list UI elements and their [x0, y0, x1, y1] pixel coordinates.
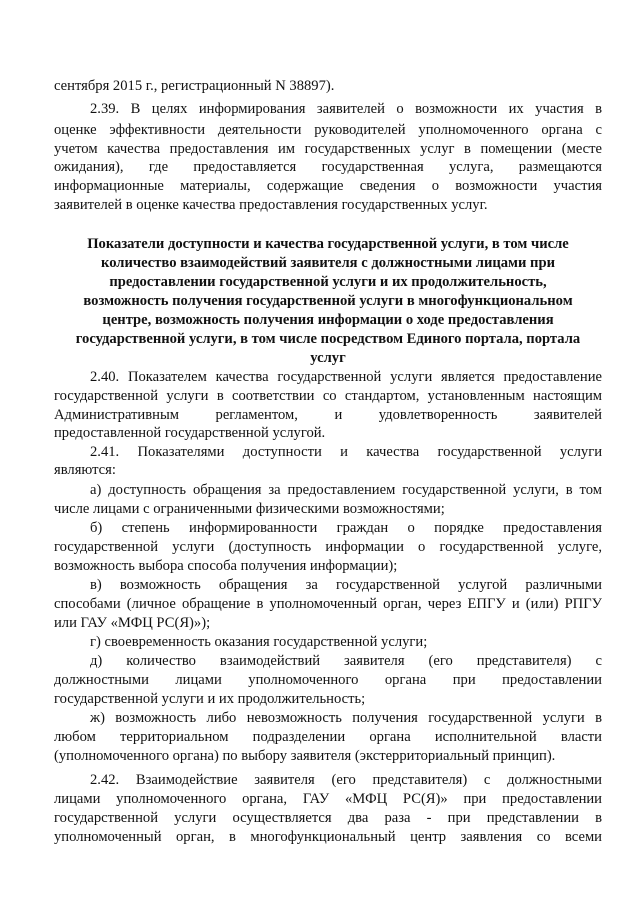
text-line: д) количество взаимодействий заявителя (его представителя) с — [90, 653, 602, 669]
text-line: являются: — [54, 462, 116, 478]
text-line: возможность выбора способа получения информации); — [54, 558, 398, 574]
text-line: любом территориальном подразделении органа исполнительной власти — [54, 729, 602, 745]
text-line: государственной услуги в соответствии со стандартом, установленным настоящим — [54, 388, 602, 404]
text-line: 2.40. Показателем качества государственной услуги является предоставление — [90, 369, 602, 385]
text-line: г) своевременность оказания государственной услуги; — [90, 634, 428, 650]
text-line: ожидания), где предоставляется государственная услуга, размещаются — [54, 159, 602, 175]
text-line: заявителей в оценке качества предоставления государственных услуг. — [54, 197, 488, 213]
text-line: государственной услуги и их продолжительность; — [54, 691, 366, 707]
section-heading: Показатели доступности и качества государственной услуги, в том числе — [87, 236, 569, 252]
text-line: учетом качества предоставления им государственных услуг в помещении (месте — [54, 141, 602, 157]
text-line: предоставленной государственной услугой. — [54, 425, 326, 441]
text-line: должностными лицами уполномоченного органа при предоставлении — [54, 672, 602, 688]
text-line: уполномоченный орган, в многофункциональный центр заявления со всеми — [54, 829, 602, 845]
text-line: сентября 2015 г., регистрационный N 38897). — [54, 78, 335, 94]
section-heading: услуг — [310, 350, 346, 366]
text-line: б) степень информированности граждан о порядке предоставления — [90, 520, 602, 536]
section-heading: центре, возможность получения информации о ходе предоставления — [102, 312, 554, 328]
text-line: лицами уполномоченного органа, ГАУ «МФЦ РС(Я)» при предоставлении — [54, 791, 602, 807]
section-heading: государственной услуги, в том числе посредством Единого портала, портала — [75, 331, 581, 347]
text-line: 2.41. Показателями доступности и качества государственной услуги — [90, 444, 602, 460]
text-line: а) доступность обращения за предоставлением государственной услуги, в том — [90, 482, 602, 498]
text-line: числе лицами с ограниченными физическими возможностями; — [54, 501, 445, 517]
section-heading: возможность получения государственной услуги в многофункциональном — [83, 293, 573, 309]
text-line: государственной услуги (доступность информации о государственной услуге, — [54, 539, 602, 555]
text-line: в) возможность обращения за государственной услугой различными — [90, 577, 602, 593]
text-line: 2.42. Взаимодействие заявителя (его представителя) с должностными — [90, 772, 602, 788]
section-heading: количество взаимодействий заявителя с должностными лицами при — [100, 255, 555, 271]
text-line: 2.39. В целях информирования заявителей о возможности их участия в — [90, 101, 602, 117]
text-line: ж) возможность либо невозможность получения государственной услуги в — [90, 710, 602, 726]
text-line: государственной услуги осуществляется два раза - при представлении в — [54, 810, 602, 826]
text-line: способами (личное обращение в уполномоченный орган, через ЕПГУ и (или) РПГУ — [54, 596, 602, 612]
text-line: оценке эффективности деятельности руководителей уполномоченного органа с — [54, 122, 602, 138]
text-line: или ГАУ «МФЦ РС(Я)»); — [54, 615, 211, 631]
text-line: (уполномоченного органа) по выбору заявителя (экстерриториальный принцип). — [54, 748, 556, 764]
section-heading: предоставлении государственной услуги и их продолжительность, — [109, 274, 547, 290]
text-line: Административным регламентом, и удовлетворенность заявителей — [54, 407, 602, 423]
text-line: информационные материалы, содержащие сведения о возможности участия — [54, 178, 602, 194]
